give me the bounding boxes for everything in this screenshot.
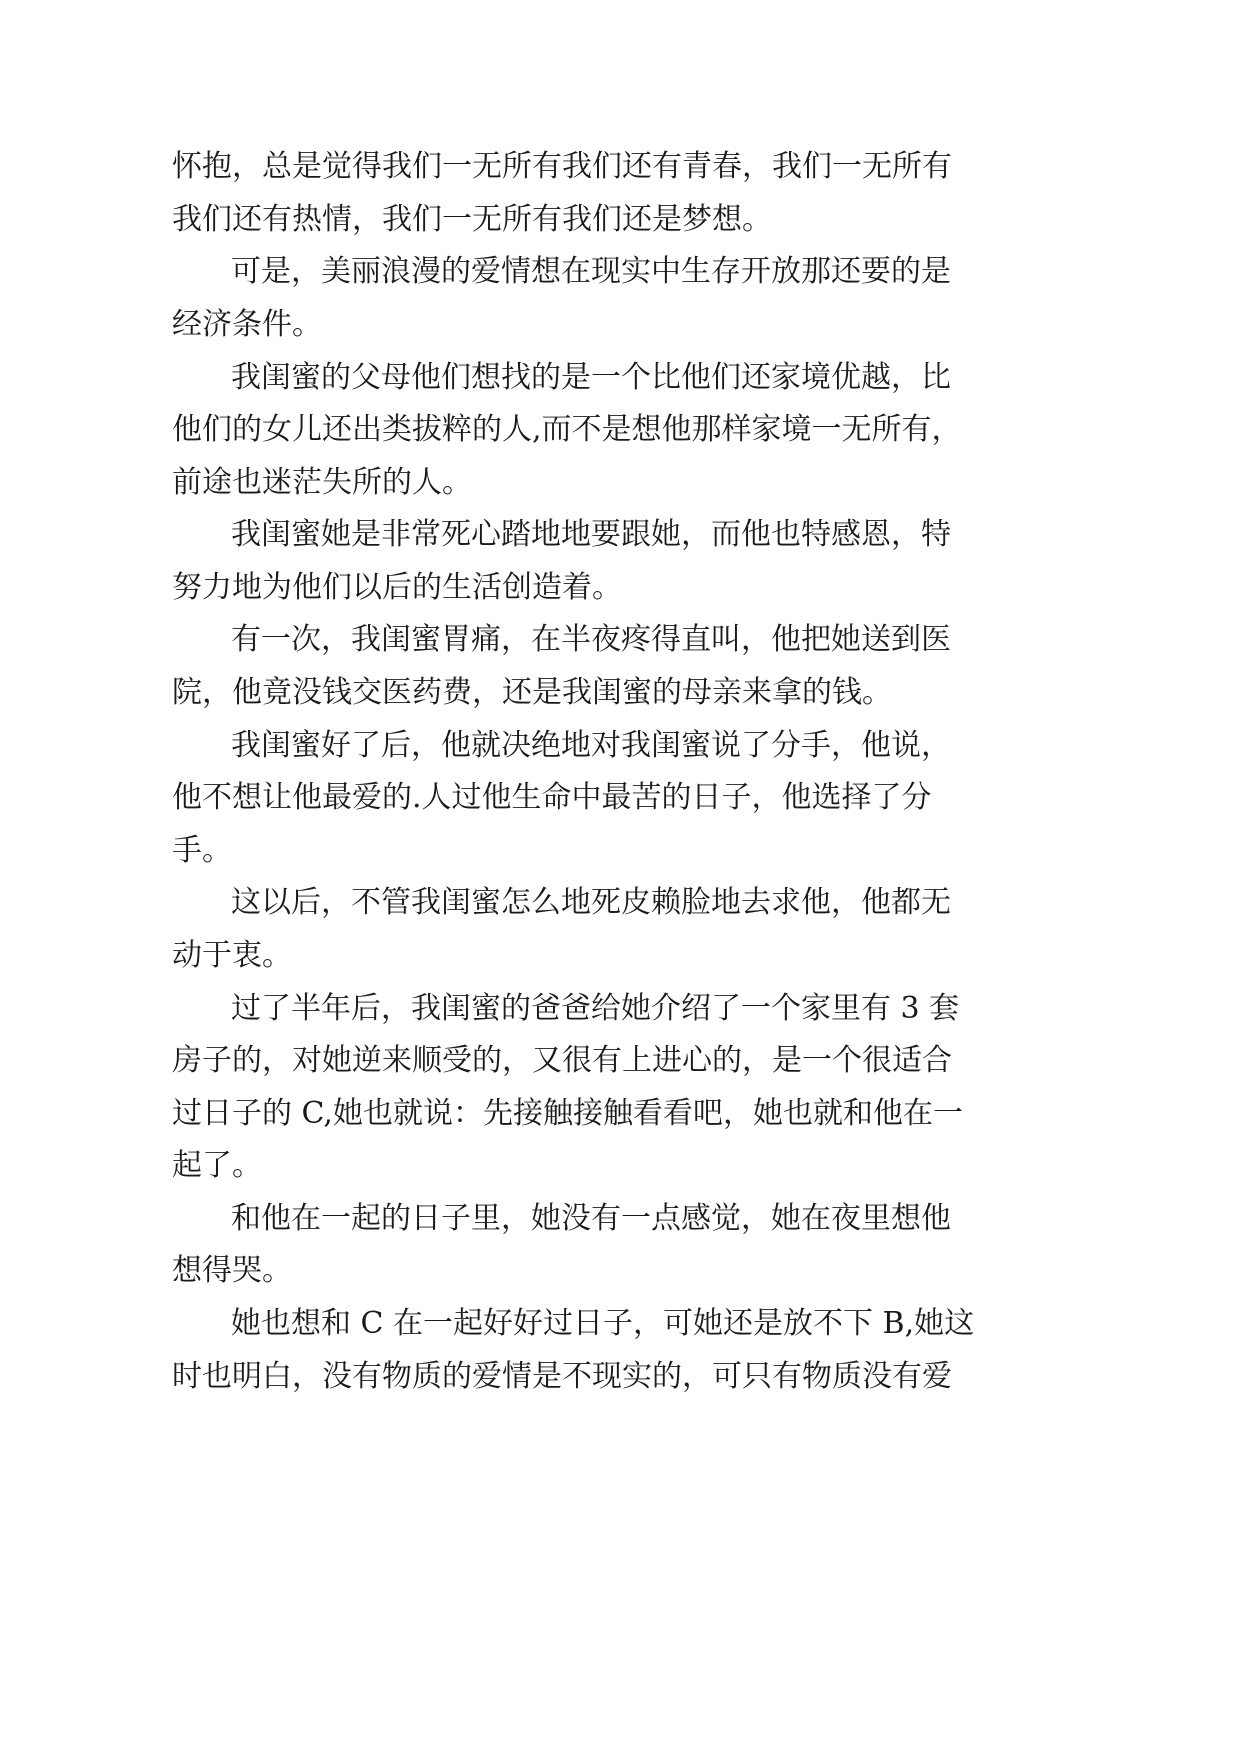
text-line: 可是，美丽浪漫的爱情想在现实中生存开放那还要的是: [231, 254, 951, 289]
text-line: 我闺蜜的父母他们想找的是一个比他们还家境优越，比: [231, 360, 951, 395]
text-line: 手。: [172, 833, 232, 868]
text-line: 我闺蜜好了后，他就决绝地对我闺蜜说了分手，他说，: [231, 728, 951, 763]
text-line: 他们的女儿还出类拔粹的人,而不是想他那样家境一无所有，: [172, 412, 962, 447]
text-line: 经济条件。: [172, 307, 322, 342]
text-line: 她也想和 C 在一起好好过日子，可她还是放不下 B,她这: [231, 1306, 975, 1341]
text-line: 想得哭。: [172, 1253, 292, 1288]
text-line: 我们还有热情，我们一无所有我们还是梦想。: [172, 202, 772, 237]
text-line: 我闺蜜她是非常死心踏地地要跟她，而他也特感恩，特: [231, 517, 951, 552]
text-line: 过日子的 C,她也就说：先接触接触看看吧，她也就和他在一: [172, 1096, 963, 1131]
text-line: 怀抱，总是觉得我们一无所有我们还有青春，我们一无所有: [172, 149, 952, 184]
text-line: 院，他竟没钱交医药费，还是我闺蜜的母亲来拿的钱。: [172, 675, 892, 710]
text-line: 他不想让他最爱的.人过他生命中最苦的日子，他选择了分: [172, 780, 932, 815]
text-line: 和他在一起的日子里，她没有一点感觉，她在夜里想他: [231, 1201, 951, 1236]
text-line: 前途也迷茫失所的人。: [172, 465, 472, 500]
text-line: 过了半年后，我闺蜜的爸爸给她介绍了一个家里有 3 套: [231, 991, 960, 1026]
text-line: 努力地为他们以后的生活创造着。: [172, 570, 622, 605]
text-line: 这以后，不管我闺蜜怎么地死皮赖脸地去求他，他都无: [231, 885, 951, 920]
text-line: 动于衷。: [172, 938, 292, 973]
text-line: 起了。: [172, 1148, 262, 1183]
text-line: 房子的，对她逆来顺受的，又很有上进心的，是一个很适合: [172, 1043, 952, 1078]
text-line: 有一次，我闺蜜胃痛，在半夜疼得直叫，他把她送到医: [231, 622, 951, 657]
text-line: 时也明白，没有物质的爱情是不现实的，可只有物质没有爱: [172, 1359, 952, 1394]
